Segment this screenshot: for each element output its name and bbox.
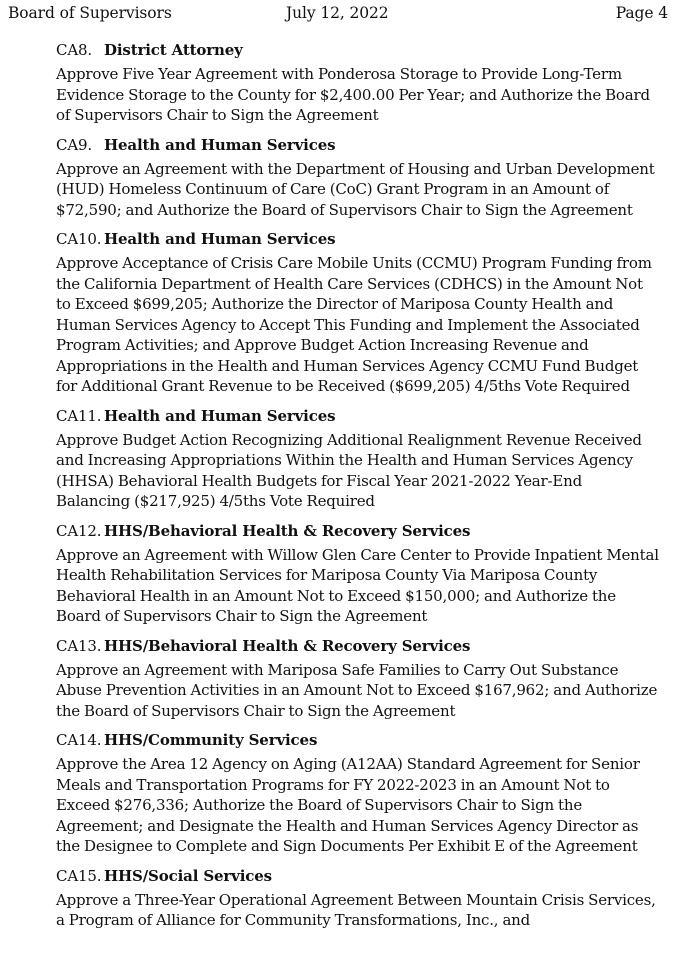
item-department: HHS/Behavioral Health & Recovery Services [104, 636, 471, 655]
item-heading [56, 866, 660, 886]
page-header [8, 4, 668, 24]
item-description: Approve Five Year Agreement with Ponderosa Storage to Provide Long-Term Evidence Storage to the County for $2,400.00 Per Year; and Authorize the Board of Supervisors Chair to Sign the Agreement [56, 65, 650, 124]
header-page-number: Page 4 [615, 4, 668, 22]
agenda-item-ca11 [56, 406, 660, 512]
item-heading [56, 40, 660, 60]
item-department: HHS/Behavioral Health & Recovery Services [104, 521, 471, 540]
item-department: District Attorney [104, 41, 243, 59]
agenda-item-ca15 [56, 866, 660, 931]
item-number: CA11. [56, 406, 102, 425]
item-description: Approve the Area 12 Agency on Aging (A12AA) Standard Agreement for Senior Meals and Transportation Programs for FY 2022-2023 in an Amount Not to Exceed $276,336; Authorize the Board of Supervisors Chair to Sign the Agreement; and Designate the Health and Human Services Agency Director as the Designee to Complete and Sign Documents Per Exhibit E of the Agreement [56, 755, 640, 855]
item-heading [56, 135, 660, 155]
item-description: Approve Budget Action Recognizing Additional Realignment Revenue Received and Increasing Appropriations Within the Health and Human Services Agency (HHSA) Behavioral Health Budgets for Fiscal Year 2021-2022 Year-End Balancing ($217,925) 4/5ths Vote Required [56, 430, 642, 510]
item-heading [56, 636, 660, 656]
item-number: CA13. [56, 636, 102, 655]
agenda-item-ca14 [56, 730, 660, 857]
item-description: Approve an Agreement with the Department of Housing and Urban Development (HUD) Homeless Continuum of Care (CoC) Grant Program in an Amount of $72,590; and Authorize the Board of Supervisors Chair to Sign the Agreement [56, 159, 655, 219]
item-heading [56, 730, 660, 750]
item-department: Health and Human Services [104, 135, 336, 154]
header-date: July 12, 2022 [286, 4, 389, 22]
item-number: CA9. [56, 135, 93, 154]
agenda-item-ca13 [56, 636, 660, 722]
item-heading [56, 229, 660, 249]
item-department: HHS/Community Services [104, 731, 318, 749]
item-department: HHS/Social Services [104, 866, 272, 885]
item-number: CA12. [56, 521, 102, 540]
item-number: CA10. [56, 230, 102, 248]
agenda-item-ca12 [56, 521, 660, 627]
item-department: Health and Human Services [104, 406, 336, 425]
item-department: Health and Human Services [104, 230, 336, 248]
item-number: CA14. [56, 731, 102, 749]
header-board-name: Board of Supervisors [8, 4, 172, 22]
item-description: Approve an Agreement with Mariposa Safe Families to Carry Out Substance Abuse Prevention Activities in an Amount Not to Exceed $167,962; and Authorize the Board of Supervisors Chair to Sign the Agreement [56, 660, 658, 720]
item-description: Approve an Agreement with Willow Glen Care Center to Provide Inpatient Mental Health Rehabilitation Services for Mariposa County Via Mariposa County Behavioral Health in an Amount Not to Exceed $150,000; and Authorize the Board of Supervisors Chair to Sign the Agreement [56, 545, 659, 625]
item-description: Approve a Three-Year Operational Agreement Between Mountain Crisis Services, a Program of Alliance for Community Transformations, Inc., and [56, 890, 656, 929]
item-heading [56, 406, 660, 426]
item-heading [56, 521, 660, 541]
agenda-item-ca9 [56, 135, 660, 221]
item-number: CA15. [56, 866, 102, 885]
item-description: Approve Acceptance of Crisis Care Mobile Units (CCMU) Program Funding from the California Department of Health Care Services (CDHCS) in the Amount Not to Exceed $699,205; Authorize the Director of Mariposa County Health and Human Services Agency to Accept This Funding and Implement the Associated Program Activities; and Approve Budget Action Increasing Revenue and Appropriations in the Health and Human Services Agency CCMU Fund Budget for Additional Grant Revenue to be Received ($699,205) 4/5ths Vote Required [56, 254, 652, 395]
agenda-item-ca8 [56, 40, 660, 126]
agenda-items [56, 40, 660, 940]
item-number: CA8. [56, 41, 93, 59]
agenda-item-ca10 [56, 229, 660, 397]
